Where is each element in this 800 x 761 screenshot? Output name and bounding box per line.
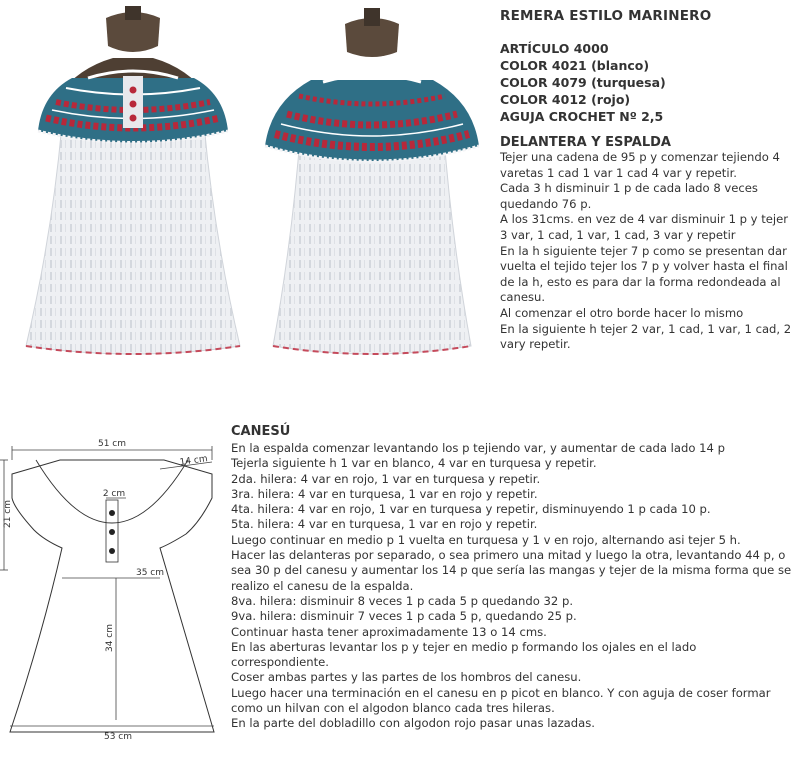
canesu-line: 2da. hilera: 4 var en rojo, 1 var en turquesa y repetir. (231, 471, 541, 486)
canesu-line: 5ta. hilera: 4 var en turquesa, 1 var en rojo y repetir. (231, 517, 538, 532)
canesu-line: Tejerla siguiente h 1 var en blanco, 4 var en turquesa y repetir. (231, 456, 597, 471)
instruction-paragraph: Tejer una cadena de 95 p y comenzar tejiendo 4 varetas 1 cad 1 var 1 cad 4 var y repetir. (500, 150, 780, 180)
dim-placket: 2 cm (102, 489, 126, 499)
pattern-title: REMERA ESTILO MARINERO (500, 8, 712, 24)
canesu-line: Coser ambas partes y las partes de los hombros del canesu. (231, 670, 582, 685)
instruction-paragraph: Cada 3 h disminuir 1 p de cada lado 8 veces quedando 76 p. (500, 181, 758, 211)
button-dot (109, 510, 115, 516)
canesu-line: Luego continuar en medio p 1 vuelta en turquesa y 1 v en rojo, alternando asi tejer 5 h. (231, 532, 741, 547)
canesu-line: 4ta. hilera: 4 var en rojo, 1 var en turquesa y repetir, disminuyendo 1 p cada 10 p. (231, 502, 711, 517)
dim-top-width: 51 cm (97, 439, 127, 449)
canesu-line: Continuar hasta tener aproximadamente 13 o 14 cms. (231, 624, 547, 639)
back-view-photo (257, 6, 487, 366)
spec-color-white: COLOR 4021 (blanco) (500, 58, 650, 73)
canesu-line: 9va. hilera: disminuir 7 veces 1 p cada 5 p, quedando 25 p. (231, 609, 577, 624)
dim-sleeve: 14 cm (179, 454, 209, 468)
garment-outline (10, 460, 214, 732)
pattern-header (500, 8, 795, 353)
canesu-line: Luego hacer una terminación en el canesu en p picot en blanco. Y con aguja de coser formar como un hilvan con el algodon blanco cada tres hileras. (231, 685, 771, 716)
instruction-paragraph: En la h siguiente tejer 7 p como se presentan dar vuelta el tejido tejer los 7 p y volver hasta el final de la h, esto es para dar la forma redondeada al canesu. (500, 243, 788, 305)
canesu-line: En la espalda comenzar levantando los p tejiendo var, y aumentar de cada lado 14 p (231, 441, 725, 455)
dim-length: 34 cm (105, 623, 115, 653)
spec-article: ARTÍCULO 4000 (500, 41, 609, 56)
front-view-photo (18, 6, 248, 366)
button-dot (109, 529, 115, 535)
garment-diagram (0, 436, 222, 756)
canesu-section (231, 424, 796, 732)
canesu-line: En la parte del dobladillo con algodon rojo pasar unas lazadas. (231, 716, 595, 731)
dim-hem: 53 cm (103, 732, 133, 742)
canesu-line: Hacer las delanteras por separado, o sea primero una mitad y luego la otra, levantando 44 p, o sea 30 p del canesu y aumentar los 14 p que sería las mangas y tejer de la misma forma que se realizo el canesu de la espalda. (231, 548, 792, 593)
dim-yoke-height: 21 cm (3, 499, 13, 529)
instruction-paragraph: En la siguiente h tejer 2 var, 1 cad, 1 var, 1 cad, 2 vary repetir. (500, 321, 792, 352)
button-dot (109, 548, 115, 554)
section-heading-delantera: DELANTERA Y ESPALDA (500, 135, 671, 150)
spec-color-turquoise: COLOR 4079 (turquesa) (500, 75, 666, 90)
spec-hook: AGUJA CROCHET Nº 2,5 (500, 109, 664, 124)
instruction-paragraph: A los 31cms. en vez de 4 var disminuir 1 p y tejer 3 var, 1 cad, 1 var, 1 cad, 3 var y repetir (500, 212, 789, 242)
materials-list (500, 40, 795, 125)
spec-color-red: COLOR 4012 (rojo) (500, 92, 631, 107)
canesu-line: 8va. hilera: disminuir 8 veces 1 p cada 5 p quedando 32 p. (231, 593, 574, 608)
section-heading-canesu: CANESÚ (231, 424, 291, 439)
canesu-line: 3ra. hilera: 4 var en turquesa, 1 var en rojo y repetir. (231, 486, 538, 501)
dim-chest: 35 cm (135, 568, 165, 578)
instruction-paragraph: Al comenzar el otro borde hacer lo mismo (500, 305, 744, 320)
canesu-line: En las aberturas levantar los p y tejer en medio p formando los ojales en el lado correspondiente. (231, 639, 697, 670)
